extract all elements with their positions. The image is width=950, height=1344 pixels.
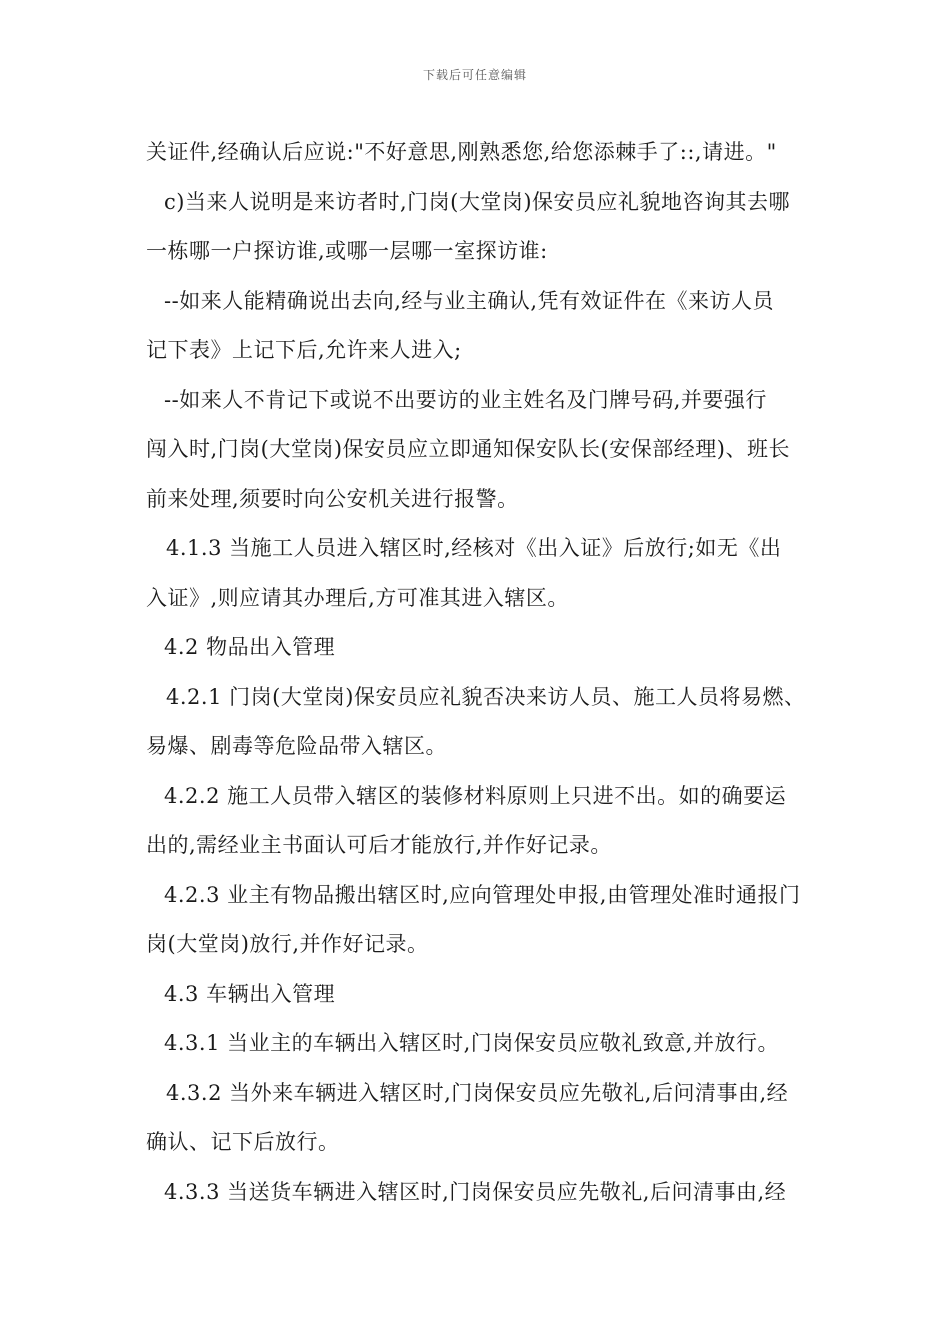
text-line: 入证》,则应请其办理后,方可准其进入辖区。 [146,585,569,610]
text-line: 易爆、剧毒等危险品带入辖区。 [146,734,447,758]
section-heading: 4.3 车辆出入管理 [164,981,336,1006]
section-line: 4.3.2 当外来车辆进入辖区时,门岗保安员应先敬礼,后问清事由,经 [166,1080,789,1105]
section-line: 4.2.2 施工人员带入辖区的装修材料原则上只进不出。如的确要运 [164,783,787,808]
text-line: 确认、记下后放行。 [146,1130,340,1154]
section-line: 4.3.3 当送货车辆进入辖区时,门岗保安员应先敬礼,后问清事由,经 [164,1179,787,1204]
section-line: 4.2.3 业主有物品搬出辖区时,应向管理处申报,由管理处准时通报门 [164,882,801,907]
section-heading: 4.2 物品出入管理 [164,635,336,659]
page-header: 下载后可任意编辑 [422,68,527,82]
text-line: 前来处理,须要时向公安机关进行报警。 [146,486,519,511]
document-body [146,128,822,1217]
text-line: c)当来人说明是来访者时,门岗(大堂岗)保安员应礼貌地咨询其去哪 [164,189,791,214]
text-line: 岗(大堂岗)放行,并作好记录。 [146,932,429,956]
text-line: --如来人不肯记下或说不出要访的业主姓名及门牌号码,并要强行 [164,387,767,412]
text-line: 关证件,经确认后应说:"不好意思,刚熟悉您,给您添棘手了::,请进。" [146,140,777,164]
section-line: 4.2.1 门岗(大堂岗)保安员应礼貌否决来访人员、施工人员将易燃、 [166,684,806,709]
text-line: 出的,需经业主书面认可后才能放行,并作好记录。 [146,833,612,857]
text-line: 闯入时,门岗(大堂岗)保安员应立即通知保安队长(安保部经理)、班长 [146,437,790,461]
text-line: 记下表》上记下后,允许来人进入; [146,338,462,362]
text-line: --如来人能精确说出去向,经与业主确认,凭有效证件在《来访人员 [164,288,775,313]
text-line: 一栋哪一户探访谁,或哪一层哪一室探访谁: [146,239,548,263]
section-line: 4.1.3 当施工人员进入辖区时,经核对《出入证》后放行;如无《出 [166,536,782,560]
section-line: 4.3.1 当业主的车辆出入辖区时,门岗保安员应敬礼致意,并放行。 [164,1031,779,1055]
